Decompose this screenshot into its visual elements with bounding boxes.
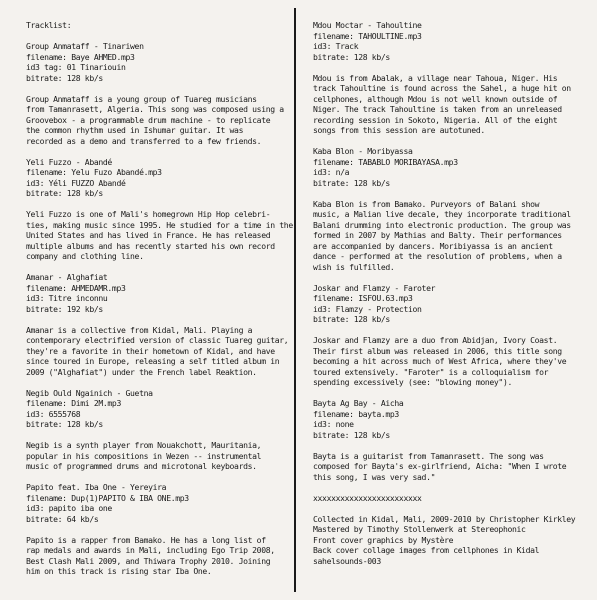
left-text-line: filename: AHMEDAMR.mp3 <box>26 282 126 293</box>
left-text-line: recorded as a demo and transferred to a few friends. <box>26 135 262 146</box>
left-text-line: 2009 ("Alghafiat") under the French label Reaktion. <box>26 366 257 377</box>
left-text-line: Amanar is a collective from Kidal, Mali. Playing a <box>26 324 253 335</box>
right-text-line: Mastered by Timothy Stollenwerk at Stereophonic <box>313 524 526 534</box>
left-block <box>26 324 289 378</box>
right-block <box>313 451 575 483</box>
left-text-line: popular in his compositions in Wezen -- instrumental <box>26 450 262 461</box>
left-text-line: filename: Baye AHMED.mp3 <box>26 51 135 62</box>
left-block <box>26 157 284 199</box>
left-text-line: id3: 6555768 <box>26 408 81 419</box>
right-block <box>313 73 575 136</box>
right-block <box>313 199 575 273</box>
left-text-line: Papito is a rapper from Bamako. He has a long list of <box>26 534 266 545</box>
right-text-line: Bayta Ag Bay - Aicha <box>313 398 404 408</box>
left-text-line: United States and has lived in France. He has released <box>26 230 271 240</box>
right-text-line: formed in 2007 by Mathias and Balty. Their performances <box>313 230 562 240</box>
right-text-line: Bayta is a guitarist from Tamanrasett. The song was <box>313 450 544 461</box>
left-block <box>26 440 284 472</box>
left-text-line: filename: Yelu Fuzo Abandé.mp3 <box>26 167 162 177</box>
right-text-line: id3: Track <box>313 41 359 51</box>
right-text-line: cellphones, although Mdou is not well known outside of <box>313 93 558 104</box>
left-block <box>26 535 284 577</box>
right-text-line: Balani drumming into electronic production. The group was <box>313 219 571 230</box>
right-text-line: dance - performed at the resolution of problems, when a <box>313 251 562 261</box>
left-text-line: they're a favorite in their hometown of Kidal, and have <box>26 345 275 356</box>
left-block <box>26 209 293 262</box>
right-text-line: sahelsounds-003 <box>313 555 381 566</box>
right-block <box>313 335 575 388</box>
right-text-line: filename: TAHOULTINE.mp3 <box>313 30 422 41</box>
left-text-line: from Tamanrasett, Algeria. This song was composed using a <box>26 104 284 114</box>
right-text-line: recording session in Sokoto, Nigeria. All of the eight <box>313 114 558 125</box>
right-text-line: track Tahoultine is found across the Sahel, a huge hit on <box>313 83 571 93</box>
right-text-line: spending excessively (see: "blowing money"). <box>313 377 513 387</box>
left-block <box>26 94 284 147</box>
left-block <box>26 482 284 524</box>
left-text-line: company and clothing line. <box>26 251 144 261</box>
right-block <box>313 398 575 440</box>
left-text-line: contemporary electrified version of classic Tuareg guitar, <box>26 335 289 345</box>
right-block <box>313 514 575 567</box>
right-text-line: bitrate: 128 kb/s <box>313 51 390 62</box>
right-text-line: bitrate: 128 kb/s <box>313 314 390 324</box>
left-text-line: bitrate: 128 kb/s <box>26 72 103 83</box>
left-text-line: id3: Titre inconnu <box>26 293 108 303</box>
right-text-line: Back cover collage images from cellphones in Kidal <box>313 545 540 555</box>
left-text-line: multiple albums and has recently started his own record <box>26 240 275 251</box>
left-block <box>26 272 284 314</box>
left-text-line: filename: Dimi 2M.mp3 <box>26 398 121 408</box>
left-text-line: since toured in Europe, releasing a self titled album in <box>26 356 280 366</box>
left-text-line: rap medals and awards in Mali, including Ego Trip 2008, <box>26 545 275 555</box>
right-text-line: id3: Flamzy - Protection <box>313 303 422 314</box>
left-text-line: id3 tag: 01 Tinariouin <box>26 62 126 72</box>
left-text-line: Yeli Fuzzo - Abandé <box>26 156 112 167</box>
left-text-line: Group Anmataff - Tinariwen <box>26 41 144 51</box>
left-text-line: Negib Ould Ngainich - Guetna <box>26 387 153 398</box>
right-text-line: are accompanied by dancers. Moribiyassa is an ancient <box>313 240 553 251</box>
left-text-line: id3: Yéli FUZZO Abandé <box>26 177 126 188</box>
right-text-line: Their first album was released in 2006, this title song <box>313 345 562 356</box>
right-block <box>313 283 575 325</box>
right-text-line: Mdou Moctar - Tahoultine <box>313 20 422 30</box>
left-text-line: id3: papito iba one <box>26 503 112 513</box>
right-text-line: Front cover graphics by Mystère <box>313 534 454 545</box>
left-text-line: Best Clash Mali 2009, and Thiwara Trophy 2010. Joining <box>26 555 271 566</box>
right-column <box>313 20 575 566</box>
left-text-line: Yeli Fuzzo is one of Mali's homegrown Hip Hop celebri- <box>26 209 271 219</box>
right-text-line: Mdou is from Abalak, a village near Tahoua, Niger. His <box>313 72 558 83</box>
right-text-line: xxxxxxxxxxxxxxxxxxxxxxxx <box>313 492 422 503</box>
left-text-line: filename: Dup(1)PAPITO & IBA ONE.mp3 <box>26 492 189 503</box>
left-text-line: the common rhythm used in Ishumar guitar. It was <box>26 125 244 135</box>
left-text-line: Negib is a synth player from Nouakchott, Mauritania, <box>26 440 262 450</box>
right-text-line: this song, I was very sad." <box>313 471 436 482</box>
left-block <box>26 388 284 430</box>
right-text-line: songs from this session are autotuned. <box>313 125 485 135</box>
right-block <box>313 493 575 504</box>
right-text-line: filename: TABABLO MORIBAYASA.mp3 <box>313 156 458 167</box>
column-divider <box>294 8 296 592</box>
right-text-line: wish is fulfilled. <box>313 261 395 272</box>
right-text-line: Joskar and Flamzy - Faroter <box>313 282 436 293</box>
right-block <box>313 146 575 188</box>
right-block <box>313 20 575 62</box>
left-text-line: Papito feat. Iba One - Yereyira <box>26 482 167 492</box>
right-text-line: filename: ISFOU.63.mp3 <box>313 293 413 303</box>
right-text-line: Joskar and Flamzy are a duo from Abidjan, Ivory Coast. <box>313 335 558 345</box>
right-text-line: bitrate: 128 kb/s <box>313 429 390 440</box>
left-block <box>26 41 284 83</box>
left-text-line: Tracklist: <box>26 20 72 30</box>
left-text-line: bitrate: 128 kb/s <box>26 188 103 198</box>
left-text-line: Groovebox - a programmable drum machine - to replicate <box>26 114 271 125</box>
right-text-line: Collected in Kidal, Mali, 2009-2010 by Christopher Kirkley <box>313 513 576 524</box>
left-text-line: Amanar - Alghafiat <box>26 272 108 282</box>
right-text-line: becoming a hit across much of West Africa, where they've <box>313 356 567 366</box>
right-text-line: filename: bayta.mp3 <box>313 408 399 419</box>
right-text-line: music, a Malian live decale, they incorporate traditional <box>313 209 571 219</box>
right-text-line: id3: n/a <box>313 167 350 177</box>
right-text-line: toured extensively. "Faroter" is a colloquialism for <box>313 366 549 377</box>
left-text-line: ties, making music since 1995. He studied for a time in the <box>26 219 293 230</box>
right-text-line: composed for Bayta's ex-girlfriend, Aicha: "When I wrote <box>313 461 567 471</box>
left-text-line: bitrate: 192 kb/s <box>26 303 103 314</box>
left-text-line: bitrate: 64 kb/s <box>26 513 99 524</box>
left-text-line: Group Anmataff is a young group of Tuareg musicians <box>26 93 257 104</box>
right-text-line: Niger. The track Tahoultine is taken from an unreleased <box>313 104 562 114</box>
left-block <box>26 20 284 31</box>
right-text-line: Kaba Blon - Moribyassa <box>313 146 413 156</box>
left-column <box>26 20 293 577</box>
right-text-line: id3: none <box>313 419 354 429</box>
left-text-line: music of programmed drums and microtonal keyboards. <box>26 461 257 471</box>
right-text-line: bitrate: 128 kb/s <box>313 177 390 188</box>
left-text-line: bitrate: 128 kb/s <box>26 419 103 429</box>
right-text-line: Kaba Blon is from Bamako. Purveyors of Balani show <box>313 198 540 209</box>
left-text-line: him on this track is rising star Iba One. <box>26 566 212 576</box>
